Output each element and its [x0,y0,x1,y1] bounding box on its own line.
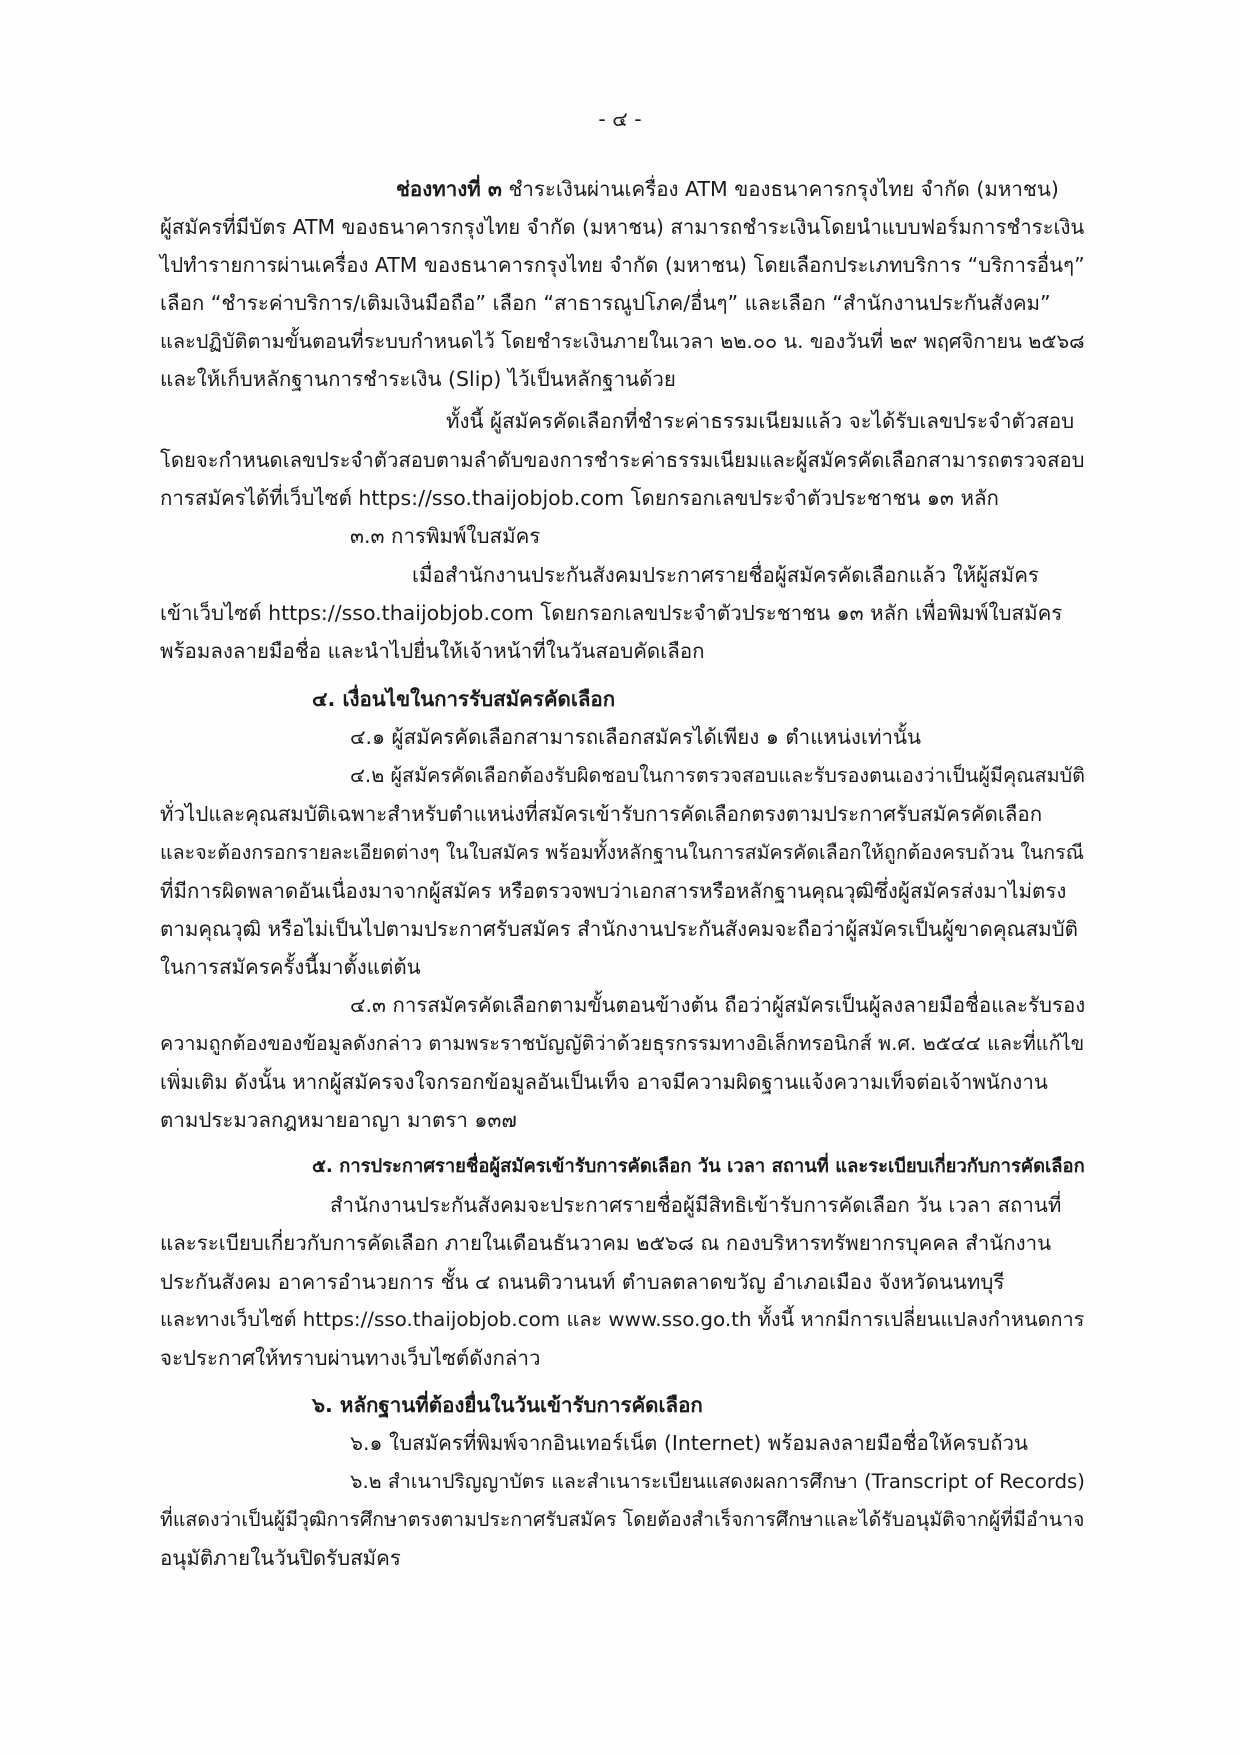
paragraph-line: และปฏิบัติตามขั้นตอนที่ระบบกำหนดไว้ โดยชำระเงินภายในเวลา ๒๒.๐๐ น. ของวันที่ ๒๙ พฤศจิกายน ๒๕๖๘ [160,329,1085,353]
paragraph-line: ผู้สมัครที่มีบัตร ATM ของธนาคารกรุงไทย จำกัด (มหาชน) สามารถชำระเงินโดยนำแบบฟอร์มการชำระเงิน [160,215,1085,239]
paragraph-line: ๔.๓ การสมัครคัดเลือกตามขั้นตอนข้างต้น ถือว่าผู้สมัครเป็นผู้ลงลายมือชื่อและรับรอง [350,993,1086,1017]
paragraph-line: ๖.๒ สำเนาปริญญาบัตร และสำเนาระเบียนแสดงผลการศึกษา (Transcript of Records) [350,1470,1085,1493]
paragraph-line: การสมัครได้ที่เว็บไซต์ https://sso.thaijobjob.com โดยกรอกเลขประจำตัวประชาชน ๑๓ หลัก [160,486,999,510]
paragraph-line: ทั้งนี้ ผู้สมัครคัดเลือกที่ชำระค่าธรรมเนียมแล้ว จะได้รับเลขประจำตัวสอบ [446,409,1075,433]
paragraph-line: ทั่วไปและคุณสมบัติเฉพาะสำหรับตำแหน่งที่สมัครเข้ารับการคัดเลือกตรงตามประกาศรับสมัครคัดเลือก [160,802,1043,826]
channel-3-title: ช่องทางที่ ๓ [396,177,502,201]
paragraph-line: เมื่อสำนักงานประกันสังคมประกาศรายชื่อผู้สมัครคัดเลือกแล้ว ให้ผู้สมัคร [412,563,1039,587]
paragraph-line: ในการสมัครครั้งนี้มาตั้งแต่ต้น [160,955,421,979]
paragraph-line: ตามประมวลกฎหมายอาญา มาตรา ๑๓๗ [160,1108,517,1132]
paragraph-line: ๔.๒ ผู้สมัครคัดเลือกต้องรับผิดชอบในการตรวจสอบและรับรองตนเองว่าเป็นผู้มีคุณสมบัติ [350,764,1085,787]
section-6-heading: ๖. หลักฐานที่ต้องยื่นในวันเข้ารับการคัดเลือก [312,1393,703,1417]
paragraph-line: ที่แสดงว่าเป็นผู้มีวุฒิการศึกษาตรงตามประกาศรับสมัคร โดยต้องสำเร็จการศึกษาและได้รับอนุมัติจากผู้ที่มีอำนาจ [160,1508,1085,1531]
paragraph-line: ที่มีการผิดพลาดอันเนื่องมาจากผู้สมัคร หรือตรวจพบว่าเอกสารหรือหลักฐานคุณวุฒิซึ่งผู้สมัครส่งมาไม่ตรง [160,879,1067,903]
subsection-heading: ๓.๓ การพิมพ์ใบสมัคร [350,524,541,548]
paragraph-line: และทางเว็บไซต์ https://sso.thaijobjob.com และ www.sso.go.th ทั้งนี้ หากมีการเปลี่ยนแปลงกำหนดการ [160,1308,1085,1331]
paragraph-line: จะประกาศให้ทราบผ่านทางเว็บไซต์ดังกล่าว [160,1346,541,1370]
paragraph-line: อนุมัติภายในวันปิดรับสมัคร [160,1546,401,1570]
page-number: - ๔ - [598,107,642,131]
paragraph-line: ความถูกต้องของข้อมูลดังกล่าว ตามพระราชบัญญัติว่าด้วยธุรกรรมทางอิเล็กทรอนิกส์ พ.ศ. ๒๕๔๔ และที่แก้ไข [160,1032,1085,1055]
paragraph-line: และระเบียบเกี่ยวกับการคัดเลือก ภายในเดือนธันวาคม ๒๕๖๘ ณ กองบริหารทรัพยากรบุคคล สำนักงาน [160,1231,1052,1255]
paragraph-line: เข้าเว็บไซต์ https://sso.thaijobjob.com โดยกรอกเลขประจำตัวประชาชน ๑๓ หลัก เพื่อพิมพ์ใบสมัคร [160,601,1063,625]
paragraph-line: ตามคุณวุฒิ หรือไม่เป็นไปตามประกาศรับสมัคร สำนักงานประกันสังคมจะถือว่าผู้สมัครเป็นผู้ขาดคุณสมบัติ [160,917,1078,941]
channel-3-text: ชำระเงินผ่านเครื่อง ATM ของธนาคารกรุงไทย จำกัด (มหาชน) [508,177,1059,201]
section-4-heading: ๔. เงื่อนไขในการรับสมัครคัดเลือก [312,687,616,711]
paragraph-line: และให้เก็บหลักฐานการชำระเงิน (Slip) ไว้เป็นหลักฐานด้วย [160,367,676,391]
paragraph-line [396,172,1059,206]
paragraph-line: โดยจะกำหนดเลขประจำตัวสอบตามลำดับของการชำระค่าธรรมเนียมและผู้สมัครคัดเลือกสามารถตรวจสอบ [160,448,1085,472]
paragraph-line: เลือก “ชำระค่าบริการ/เติมเงินมือถือ” เลือก “สาธารณูปโภค/อื่นๆ” และเลือก “สำนักงานประกันสังคม” [160,291,1051,315]
paragraph-line: ๔.๑ ผู้สมัครคัดเลือกสามารถเลือกสมัครได้เพียง ๑ ตำแหน่งเท่านั้น [350,725,921,749]
section-5-heading: ๕. การประกาศรายชื่อผู้สมัครเข้ารับการคัดเลือก วัน เวลา สถานที่ และระเบียบเกี่ยวกับการคัดเลือก [312,1156,1085,1177]
paragraph-line: ประกันสังคม อาคารอำนวยการ ชั้น ๔ ถนนติวานนท์ ตำบลตลาดขวัญ อำเภอเมือง จังหวัดนนทบุรี [160,1270,1005,1294]
paragraph-line: พร้อมลงลายมือชื่อ และนำไปยื่นให้เจ้าหน้าที่ในวันสอบคัดเลือก [160,639,705,663]
paragraph-line: และจะต้องกรอกรายละเอียดต่างๆ ในใบสมัคร พร้อมทั้งหลักฐานในการสมัครคัดเลือกให้ถูกต้องครบถ้วน ในกรณี [160,841,1084,864]
paragraph-line: ไปทำรายการผ่านเครื่อง ATM ของธนาคารกรุงไทย จำกัด (มหาชน) โดยเลือกประเภทบริการ “บริการอื่นๆ” [160,253,1085,277]
paragraph-line: สำนักงานประกันสังคมจะประกาศรายชื่อผู้มีสิทธิเข้ารับการคัดเลือก วัน เวลา สถานที่ [330,1193,1062,1217]
paragraph-line: ๖.๑ ใบสมัครที่พิมพ์จากอินเทอร์เน็ต (Internet) พร้อมลงลายมือชื่อให้ครบถ้วน [350,1431,1029,1455]
paragraph-line: เพิ่มเติม ดังนั้น หากผู้สมัครจงใจกรอกข้อมูลอันเป็นเท็จ อาจมีความผิดฐานแจ้งความเท็จต่อเจ้าพนักงาน [160,1070,1048,1094]
